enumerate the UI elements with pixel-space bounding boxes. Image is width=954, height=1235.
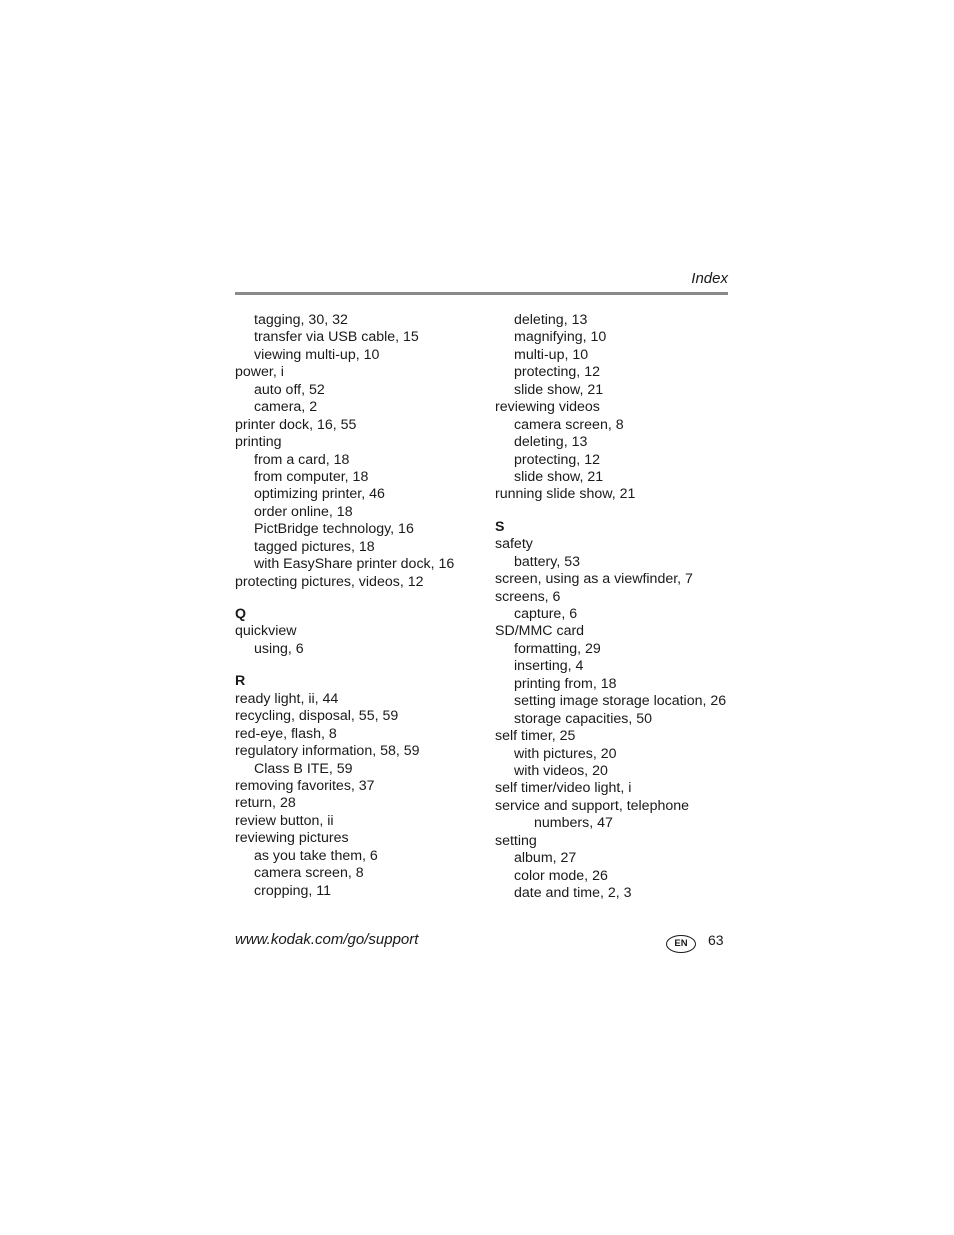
index-subentry: from computer, 18 [254,468,369,485]
index-entry: recycling, disposal, 55, 59 [235,708,399,725]
page-number: 63 [708,932,724,948]
index-subentry: viewing multi-up, 10 [254,346,380,363]
index-subentry: using, 6 [254,640,304,657]
index-entry: protecting pictures, videos, 12 [235,573,424,590]
language-badge: EN [666,935,696,953]
index-entry: review button, ii [235,812,334,829]
index-letter-heading: S [495,518,505,535]
index-subentry: inserting, 4 [514,658,584,675]
section-spacer [235,658,485,673]
index-subentry: optimizing printer, 46 [254,486,385,503]
index-subentry: auto off, 52 [254,381,325,398]
index-entry: power, i [235,364,284,381]
index-subentry: deleting, 13 [514,312,588,328]
index-subentry: magnifying, 10 [514,329,607,346]
index-subentry: protecting, 12 [514,364,600,381]
section-spacer [495,504,735,519]
index-subentry: numbers, 47 [534,815,613,832]
index-subentry: printing from, 18 [514,675,617,692]
index-subentry: tagging, 30, 32 [254,312,348,328]
index-subentry: slide show, 21 [514,468,604,485]
section-spacer [235,591,485,606]
index-entry: self timer, 25 [495,728,576,745]
index-subentry: camera screen, 8 [254,865,364,882]
index-subentry: color mode, 26 [514,867,608,884]
index-column-left [235,312,485,900]
index-entry: ready light, ii, 44 [235,690,339,707]
index-entry: screens, 6 [495,588,561,605]
index-entry: service and support, telephone [495,797,690,814]
index-subentry: camera screen, 8 [514,416,624,433]
index-subentry: as you take them, 6 [254,847,378,864]
index-subentry: with EasyShare printer dock, 16 [254,556,455,573]
index-subentry: setting image storage location, 26 [514,693,727,710]
section-title: Index [691,270,728,287]
index-subentry: deleting, 13 [514,434,588,451]
index-entry: safety [495,536,533,553]
index-column-right [495,312,735,902]
index-subentry: storage capacities, 50 [514,710,653,727]
index-entry: red-eye, flash, 8 [235,725,337,742]
index-subentry: multi-up, 10 [514,346,589,363]
index-entry: self timer/video light, i [495,780,632,797]
index-subentry: from a card, 18 [254,451,350,468]
index-subentry: capture, 6 [514,606,578,622]
index-subentry: cropping, 11 [254,882,332,899]
index-entry: regulatory information, 58, 59 [235,743,420,760]
index-subentry: date and time, 2, 3 [514,885,632,901]
index-entry: reviewing videos [495,399,600,416]
index-subentry: PictBridge technology, 16 [254,521,414,538]
header-divider [235,292,728,295]
index-subentry: tagged pictures, 18 [254,538,375,555]
support-url-link[interactable]: www.kodak.com/go/support [235,931,419,948]
index-entry: removing favorites, 37 [235,777,375,794]
index-entry: SD/MMC card [495,623,585,640]
index-entry: printing [235,434,282,451]
index-entry: screen, using as a viewfinder, 7 [495,571,693,588]
index-subentry: order online, 18 [254,503,353,520]
index-letter-heading: Q [235,606,247,622]
index-subentry: slide show, 21 [514,381,604,398]
index-entry: reviewing pictures [235,830,349,847]
index-subentry: camera, 2 [254,399,318,416]
index-subentry: album, 27 [514,850,577,867]
index-entry: running slide show, 21 [495,486,636,503]
index-subentry: transfer via USB cable, 15 [254,329,419,346]
index-letter-heading: R [235,673,246,690]
index-subentry: protecting, 12 [514,451,600,468]
index-entry: setting [495,832,537,849]
index-subentry: formatting, 29 [514,640,601,657]
index-entry: return, 28 [235,795,296,812]
index-subentry: Class B ITE, 59 [254,760,353,777]
index-subentry: battery, 53 [514,553,580,570]
index-entry: quickview [235,623,297,640]
index-entry: printer dock, 16, 55 [235,416,357,433]
index-subentry: with pictures, 20 [514,745,617,762]
index-subentry: with videos, 20 [514,762,608,779]
